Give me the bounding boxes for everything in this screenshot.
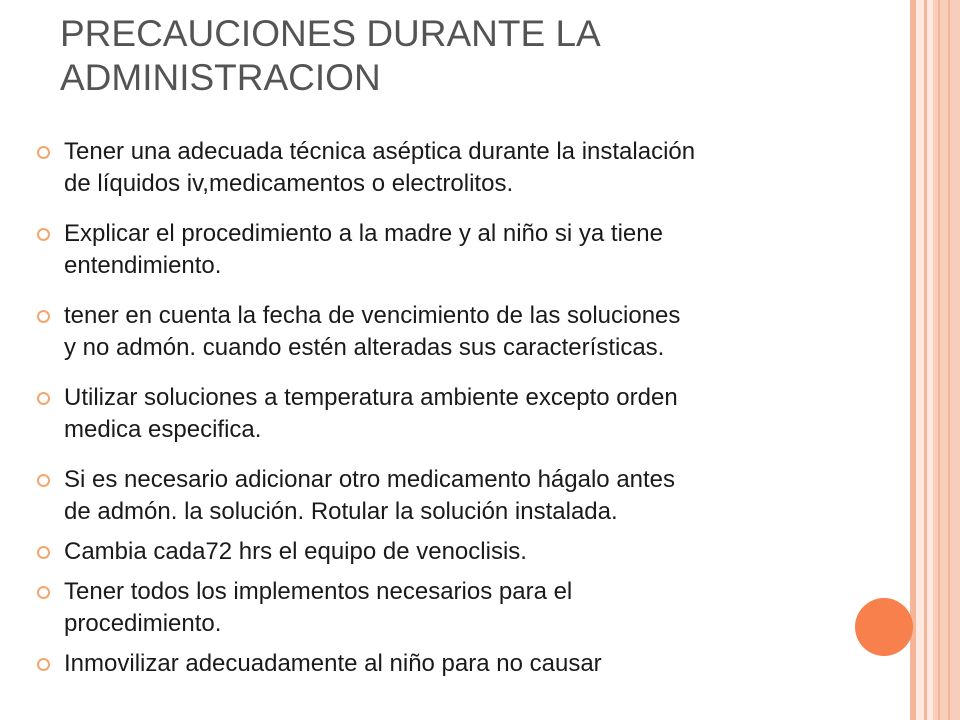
list-item: Utilizar soluciones a temperatura ambiente excepto orden medica especifica. (0, 382, 910, 446)
bullet-ring-icon (37, 586, 50, 599)
bullet-ring-icon (37, 658, 50, 671)
bullet-ring-icon (37, 546, 50, 559)
decorative-side-stripes (910, 0, 960, 720)
decorative-orange-circle (855, 598, 913, 656)
bullet-ring-icon (37, 474, 50, 487)
slide-title-line-1: PRECAUCIONES DURANTE LA (60, 13, 601, 54)
bullet-list (0, 136, 910, 698)
bullet-ring-icon (37, 392, 50, 405)
list-item: tener en cuenta la fecha de vencimiento de las soluciones y no admón. cuando estén alteradas sus características. (0, 300, 910, 364)
list-item: Si es necesario adicionar otro medicamento hágalo antes de admón. la solución. Rotular la solución instalada. (0, 464, 910, 528)
list-item: Cambia cada72 hrs el equipo de venoclisis. (0, 536, 910, 568)
bullet-ring-icon (37, 146, 50, 159)
list-item: Inmovilizar adecuadamente al niño para no causar (0, 648, 910, 680)
list-item: Tener todos los implementos necesarios para el procedimiento. (0, 576, 910, 640)
list-item: Tener una adecuada técnica aséptica durante la instalación de líquidos iv,medicamentos o electrolitos. (0, 136, 910, 200)
list-item: Explicar el procedimiento a la madre y al niño si ya tiene entendimiento. (0, 218, 910, 282)
slide-title-line-2: ADMINISTRACION (60, 57, 381, 98)
bullet-ring-icon (37, 310, 50, 323)
slide-title (60, 12, 890, 100)
bullet-ring-icon (37, 228, 50, 241)
